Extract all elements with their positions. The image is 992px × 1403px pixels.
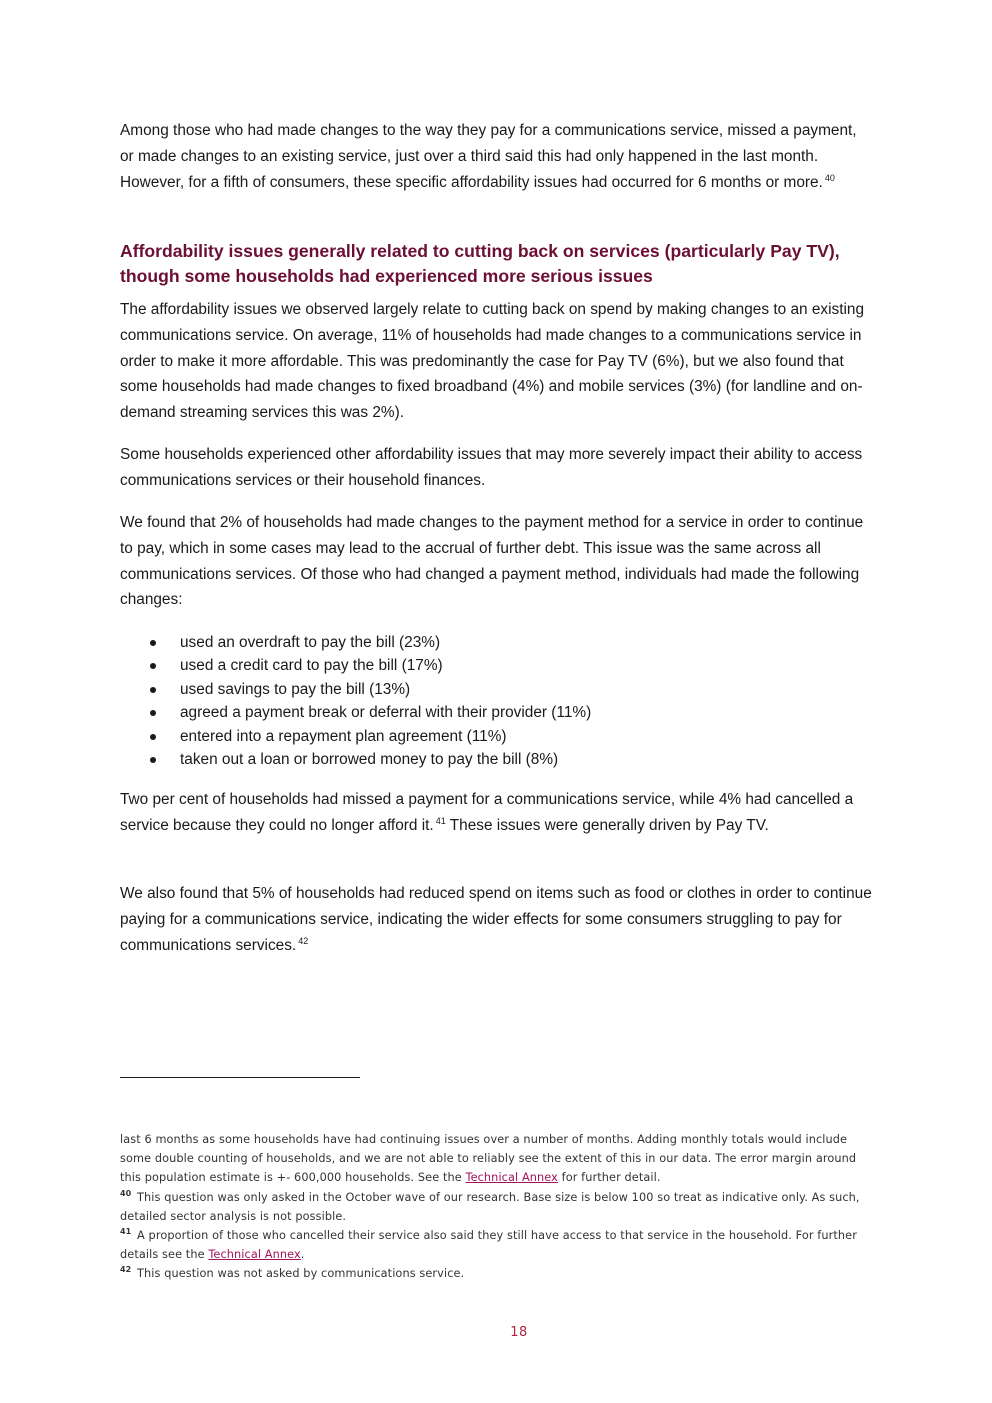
- bullet-icon: [150, 710, 156, 716]
- paragraph-other-issues: Some households experienced other affordability issues that may more severely impact their ability to access communications services or their household finances.: [120, 446, 863, 489]
- footnote-text: This question was not asked by communications service.: [133, 1267, 465, 1281]
- list-item: [120, 631, 872, 654]
- bullet-icon: [150, 757, 156, 763]
- paragraph-text: Two per cent of households had missed a payment for a communications service, while 4% had cancelled a service because they could no longer afford it.: [120, 791, 854, 834]
- footnote-ref-42[interactable]: 42: [298, 935, 309, 946]
- footnote-number: 40: [120, 1188, 132, 1198]
- list-item-text: taken out a loan or borrowed money to pay the bill (8%): [180, 751, 559, 769]
- payment-changes-list: [120, 631, 872, 771]
- bullet-icon: [150, 663, 156, 669]
- paragraph-text: Among those who had made changes to the way they pay for a communications service, missed a payment, or made changes to an existing service, just over a third said this had only happened in the last month. However, for a fifth of consumers, these specific affordability issues had occurred for 6 months or more.: [120, 122, 857, 191]
- list-item-text: used savings to pay the bill (13%): [180, 680, 411, 698]
- footnote-text: A proportion of those who cancelled their service also said they still have access to that service in the household. For further details see the: [120, 1229, 857, 1262]
- list-item-text: used an overdraft to pay the bill (23%): [180, 634, 441, 651]
- footnote-text: for further detail.: [557, 1171, 661, 1185]
- list-item-text: agreed a payment break or deferral with their provider (11%): [180, 704, 592, 722]
- page-number: 18: [510, 1325, 528, 1340]
- paragraph-payment-duration: [120, 118, 872, 195]
- list-item: [120, 654, 872, 677]
- footnote-40: [120, 1188, 865, 1226]
- footnote-41: [120, 1226, 865, 1264]
- list-item-text: entered into a repayment plan agreement (11%): [180, 727, 507, 745]
- footnotes: [120, 1130, 865, 1284]
- footnote-42: [120, 1264, 865, 1283]
- paragraph-text: These issues were generally driven by Pay TV.: [445, 816, 769, 834]
- bullet-icon: [150, 687, 156, 693]
- bullet-icon: [150, 734, 156, 740]
- list-item: [120, 748, 872, 771]
- footnote-number: 41: [120, 1227, 132, 1237]
- list-item: [120, 725, 872, 748]
- paragraph-missed-payment: [120, 787, 872, 839]
- footnote-text: last 6 months as some households have had continuing issues over a number of months. Adding monthly totals would include some double counting of households, and we are not able to reliably see the extent of this in our data. The error margin around this population estimate is +- 600,000 households. See the: [120, 1133, 857, 1185]
- list-item: [120, 678, 872, 701]
- footnote-number: 42: [120, 1265, 132, 1275]
- paragraph-payment-method: We found that 2% of households had made changes to the payment method for a service in order to continue to pay, which in some cases may lead to the accrual of further debt. This issue was the same across all communications services. Of those who had changed a payment method, individuals had made the following changes:: [120, 514, 864, 609]
- section-heading: Affordability issues generally related to cutting back on services (particularly Pay TV), though some households had experienced more serious issues: [120, 241, 840, 286]
- paragraph-text: We also found that 5% of households had reduced spend on items such as food or clothes in order to continue paying for a communications service, indicating the wider effects for some consumers struggling to pay for communications services.: [120, 885, 872, 954]
- list-item: [120, 701, 872, 724]
- list-item-text: used a credit card to pay the bill (17%): [180, 657, 443, 675]
- footnote-ref-41[interactable]: 41: [435, 815, 446, 826]
- footnote-continued: [120, 1130, 865, 1188]
- footnote-ref-40[interactable]: 40: [824, 172, 835, 183]
- footnote-divider: [120, 1077, 360, 1078]
- footnote-text: This question was only asked in the October wave of our research. Base size is below 100 so treat as indicative only. As such, detailed sector analysis is not possible.: [120, 1190, 860, 1223]
- paragraph-cutting-back: The affordability issues we observed largely relate to cutting back on spend by making changes to an existing communications service. On average, 11% of households had made changes to a communications service in order to make it more affordable. This was predominantly the case for Pay TV (6%), but we also found that some households had made changes to fixed broadband (4%) and mobile services (3%) (for landline and on-demand streaming services this was 2%).: [120, 301, 865, 422]
- bullet-icon: [150, 640, 156, 646]
- technical-annex-link[interactable]: Technical Annex: [465, 1171, 558, 1185]
- footnote-text: .: [300, 1248, 305, 1262]
- paragraph-reduced-spend: [120, 881, 872, 958]
- technical-annex-link[interactable]: Technical Annex: [208, 1248, 301, 1262]
